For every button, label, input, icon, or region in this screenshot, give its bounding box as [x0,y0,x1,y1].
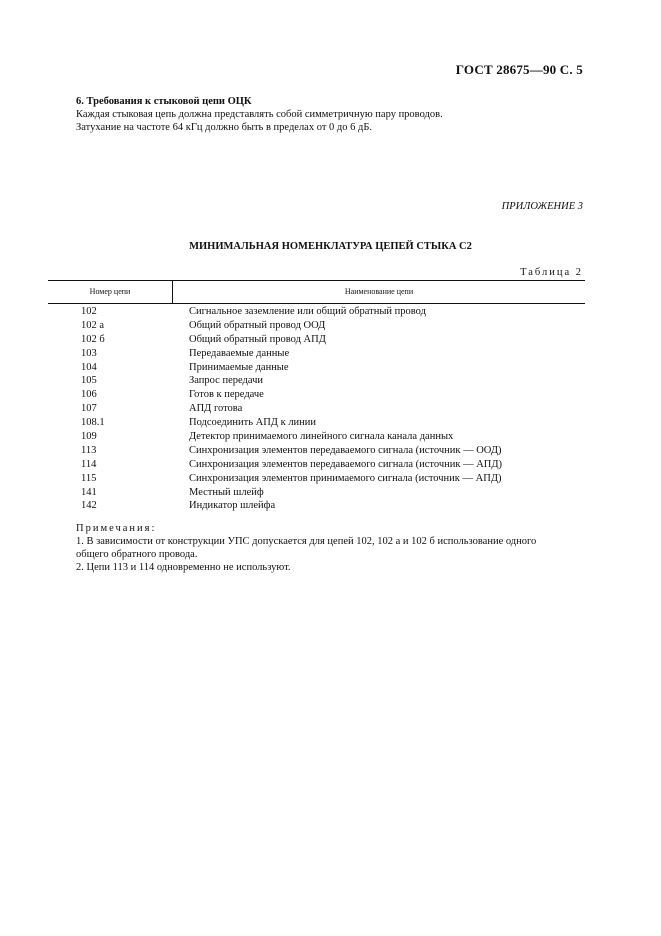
circuit-name: Синхронизация элементов принимаемого сигнала (источник — АПД) [189,472,502,484]
circuit-name: Общий обратный провод ООД [189,319,326,331]
circuit-number: 105 [81,375,97,387]
table-row [48,403,585,417]
circuit-name: АПД готова [189,403,243,415]
circuit-number: 102 а [81,319,105,331]
circuit-name: Подсоединить АПД к линии [189,417,317,429]
circuit-number: 107 [81,403,97,415]
table-body [48,304,585,514]
section-text-line-1: Каждая стыковая цепь должна представлять собой симметричную пару проводов. [76,109,443,120]
circuit-number: 102 б [81,333,105,345]
circuits-table [48,280,585,514]
note-2: 2. Цепи 113 и 114 одновременно не используют. [76,562,291,573]
table-row [48,362,585,376]
table-row [48,389,585,403]
circuit-name: Сигнальное заземление или общий обратный провод [189,306,426,317]
table-row [48,473,585,487]
table-row [48,500,585,514]
circuit-number: 113 [81,444,97,456]
circuit-name: Местный шлейф [189,486,264,498]
note-1-line-2: общего обратного провода. [76,549,198,560]
section-6 [76,95,586,134]
table-row [48,459,585,473]
note-1-line-1: 1. В зависимости от конструкции УПС допускается для цепей 102, 102 а и 102 б использование одного [76,536,537,547]
circuit-name: Синхронизация элементов передаваемого сигнала (источник — ООД) [189,444,502,456]
circuit-number: 109 [81,431,97,443]
table-row [48,334,585,348]
table-header-number: Номер цепи [89,287,131,296]
table-number-label: Таблица 2 [520,267,583,278]
circuit-name: Синхронизация элементов передаваемого сигнала (источник — АПД) [189,458,503,470]
notes-title: Примечания: [76,523,157,534]
circuit-number: 103 [81,347,97,359]
page-header: ГОСТ 28675—90 С. 5 [455,62,583,77]
table-row [48,320,585,334]
table-row [48,445,585,459]
table-header-row [48,281,585,304]
circuit-number: 115 [81,472,97,484]
circuit-name: Индикатор шлейфа [189,500,276,512]
circuit-number: 114 [81,458,97,470]
section-text-line-2: Затухание на частоте 64 кГц должно быть в пределах от 0 до 6 дБ. [76,122,373,133]
table-row [48,417,585,431]
notes-block [76,522,586,574]
circuit-number: 141 [81,486,97,498]
circuit-name: Общий обратный провод АПД [189,333,326,345]
circuit-number: 102 [81,306,97,317]
table-row [48,348,585,362]
circuit-name: Детектор принимаемого линейного сигнала канала данных [189,431,454,443]
table-title: МИНИМАЛЬНАЯ НОМЕНКЛАТУРА ЦЕПЕЙ СТЫКА С2 [189,241,472,252]
circuit-number: 108.1 [81,417,105,429]
circuit-number: 106 [81,389,97,401]
circuit-number: 142 [81,500,97,512]
circuit-name: Готов к передаче [189,389,264,401]
table-row [48,487,585,501]
table-header-name: Наименование цепи [344,287,414,296]
table-row [48,431,585,445]
circuit-name: Передаваемые данные [189,347,290,359]
table-row [48,306,585,320]
table-row [48,375,585,389]
appendix-label: ПРИЛОЖЕНИЕ 3 [501,201,583,212]
circuit-name: Запрос передачи [189,375,263,387]
circuit-name: Принимаемые данные [189,361,289,373]
section-title: 6. Требования к стыковой цепи ОЦК [76,96,252,107]
circuit-number: 104 [81,361,97,373]
